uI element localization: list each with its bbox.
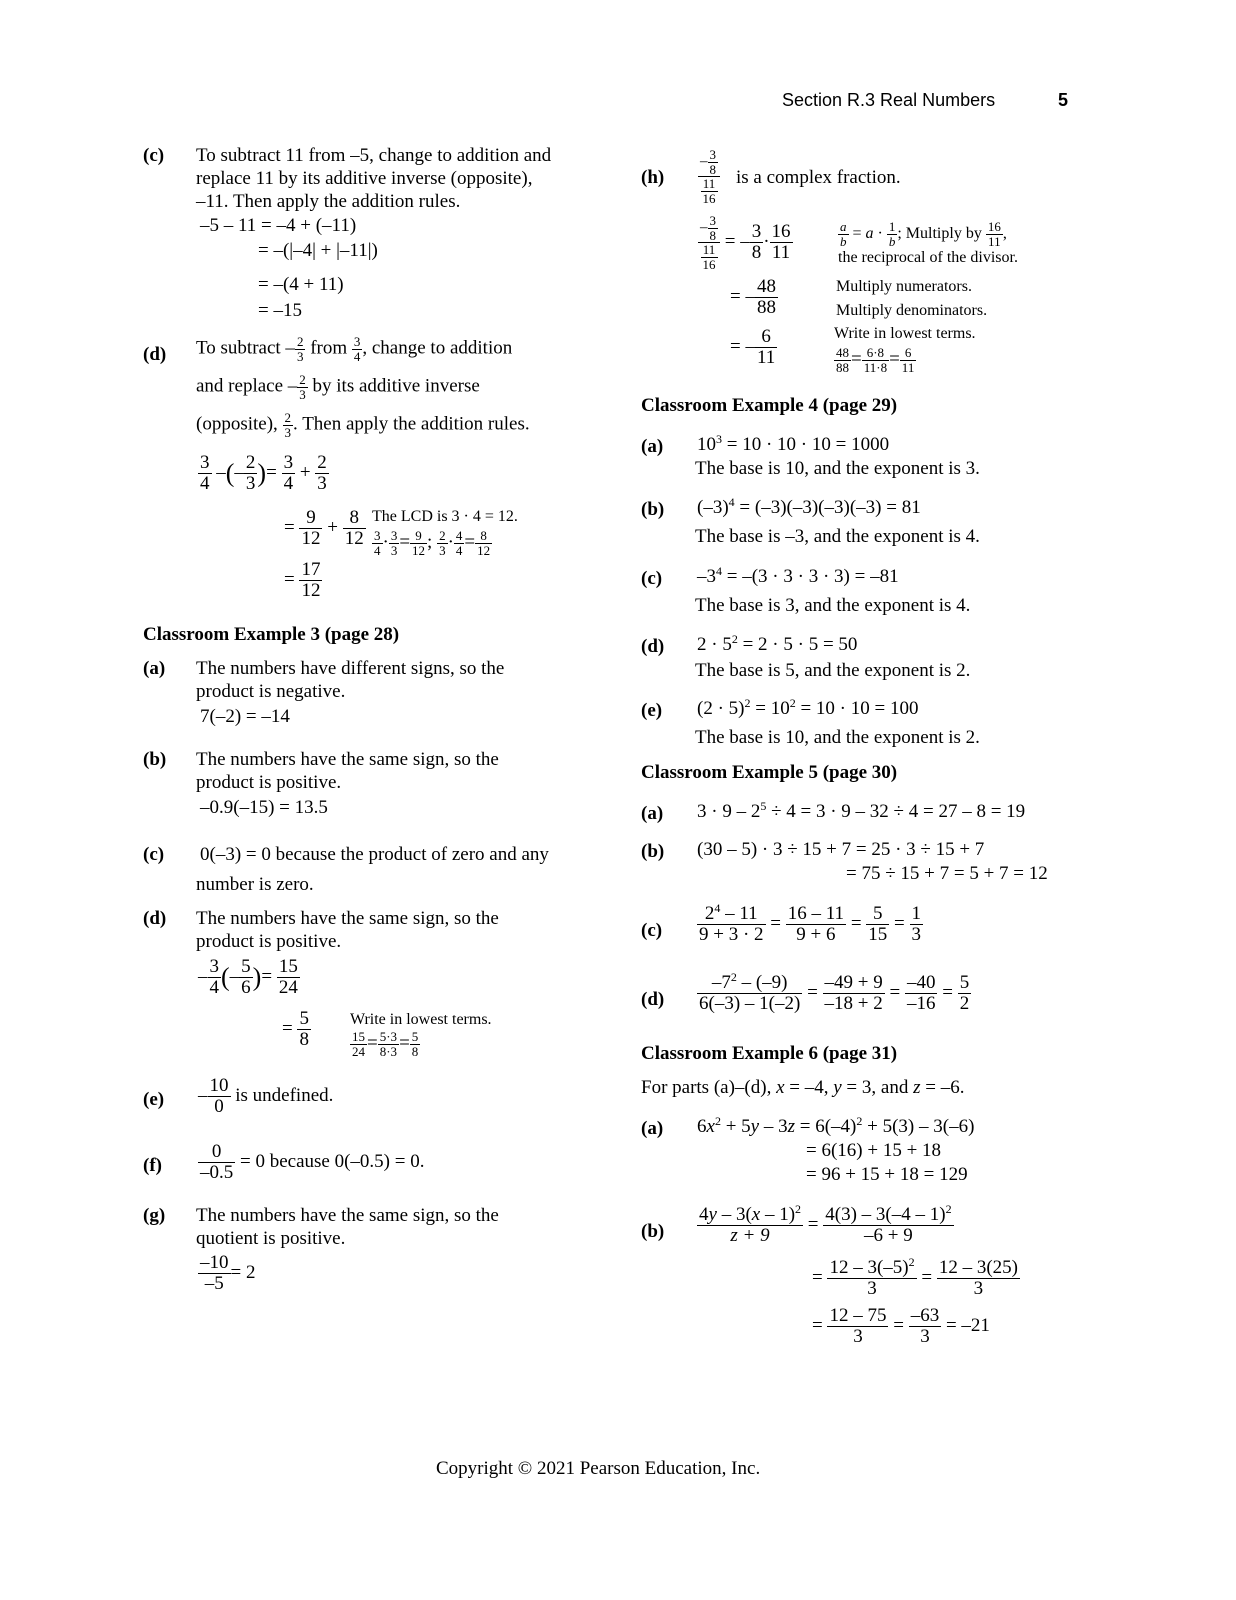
math-line [198, 1253, 255, 1294]
part-label-c: (c) [143, 145, 165, 166]
var: y [833, 1077, 842, 1098]
text-line: number is zero. [196, 874, 314, 895]
num: 2 [296, 334, 304, 349]
fraction [823, 973, 885, 1014]
math-line: $3 \cdot 9 - 2^5 \div 4 = 3 \cdot 9 - 32 \div 4 = 27 - 8 = 19$ [697, 799, 1026, 822]
den: 3 [245, 472, 256, 494]
fraction [295, 335, 306, 363]
math-line: $\frac{-7^2 - (-9)}{6(-3) - 1(-2)}$ = $\frac{-49 + 9}{-18 + 2}$ = $\frac{-40}{-16}$ = $\frac{5}{2}$ [699, 970, 970, 1014]
den: –5 [204, 1272, 224, 1294]
part-label-a: (a) [641, 1118, 664, 1139]
num: 5 [866, 904, 889, 925]
den: 11 [988, 233, 1001, 249]
text: is undefined. [235, 1084, 334, 1106]
fraction [297, 373, 308, 401]
math-line: = $\frac{5}{8}$ [282, 1008, 309, 1050]
fraction [827, 1255, 916, 1299]
den: 12 [301, 527, 321, 549]
part-label-c: (c) [143, 844, 165, 865]
math-line: –0.9(–15) = 13.5 [200, 797, 328, 818]
fraction [786, 904, 846, 945]
math-line: $6x^2 + 5y - 3z = 6(-4)^2 + 5(3) - 3(-6)$ [697, 1114, 975, 1137]
fraction [698, 148, 720, 206]
den: 2 [959, 992, 970, 1014]
fraction [198, 453, 212, 494]
num: –63 [910, 1305, 940, 1326]
part-label-c: (c) [641, 920, 663, 941]
num: 11 [701, 243, 718, 258]
heading-example-5: Classroom Example 5 (page 30) [641, 762, 898, 783]
den: 8 [709, 227, 716, 243]
fraction [299, 560, 322, 601]
fraction [750, 222, 764, 263]
note-text: Multiply numerators. [836, 278, 972, 295]
den: 9 + 6 [796, 923, 836, 945]
den: 12 [344, 527, 364, 549]
den: 3 [973, 1277, 984, 1299]
text-line: The base is 5, and the exponent is 2. [695, 660, 971, 681]
fraction [755, 277, 778, 318]
num: –49 + 9 [824, 972, 883, 993]
num: 48 [756, 276, 776, 297]
note-lowest-terms: Write in lowest terms. [350, 1011, 492, 1028]
math-line: = $\frac{17}{12}$ [284, 559, 321, 601]
den: 3 [317, 472, 327, 494]
num: 12 – 3(25) [938, 1257, 1018, 1278]
fraction [208, 1076, 231, 1117]
part-label-a: (a) [143, 658, 166, 679]
math-line: $10^3 = 10 \cdot 10 \cdot 10 = 1000$ [697, 432, 890, 455]
fraction [909, 1306, 942, 1347]
den: 11·8 [863, 359, 888, 375]
num: 12 – 75 [829, 1305, 887, 1326]
fraction [755, 327, 777, 368]
var: x [776, 1077, 785, 1098]
num: 48 [836, 345, 849, 360]
math-line: = – $\frac{6}{11}$ [730, 326, 776, 368]
fraction [283, 411, 294, 439]
fraction [352, 335, 363, 363]
fraction [770, 222, 793, 263]
num: 2 [439, 528, 446, 543]
num: 1 [911, 903, 921, 924]
math-line: = –(4 + 11) [258, 274, 344, 295]
text: , [1002, 224, 1007, 242]
den: –18 + 2 [824, 992, 883, 1014]
num: 5·3 [379, 1029, 398, 1044]
running-header: Section R.3 Real Numbers [782, 90, 996, 110]
part-label-d: (d) [143, 344, 167, 365]
fraction [905, 973, 938, 1014]
den: 3 [284, 424, 292, 440]
fraction [239, 957, 253, 998]
num: 3 [209, 956, 219, 977]
fraction [299, 508, 322, 549]
den: 6(–3) – 1(–2) [699, 992, 801, 1014]
fraction [698, 214, 720, 272]
den: –6 + 9 [864, 1224, 913, 1246]
part-label-a: (a) [641, 803, 664, 824]
fraction [410, 1030, 421, 1058]
heading-example-3: Classroom Example 3 (page 28) [143, 624, 400, 645]
num: 11 [701, 177, 718, 192]
complex-fraction [698, 148, 720, 206]
den: 3 [439, 542, 446, 558]
den: z + 9 [730, 1224, 770, 1246]
den: 4 [283, 472, 294, 494]
den: 24 [352, 1043, 365, 1059]
math-line: = –(|–4| + |–11|) [258, 240, 378, 261]
text-line: The base is 10, and the exponent is 3. [695, 458, 980, 479]
den: 9 + 3 · 2 [699, 923, 764, 945]
part-label-c: (c) [641, 568, 663, 589]
part-label-g: (g) [143, 1205, 166, 1226]
fraction [708, 214, 719, 242]
note-math: $\frac{48}{88}$ = $\frac{6\cdot 8}{11\cdot 8}$ = $\frac{6}{11}$ [836, 345, 915, 375]
text: by its additive inverse [312, 375, 480, 397]
text-line [196, 335, 512, 363]
part-label-d: (d) [143, 908, 167, 929]
den: 0 [214, 1095, 224, 1117]
fraction [887, 220, 898, 248]
num: –40 [906, 972, 936, 993]
fraction [910, 904, 924, 945]
den: 3 [920, 1325, 930, 1347]
part-label-e: (e) [143, 1089, 165, 1110]
fraction [827, 1306, 888, 1347]
num: 8 [475, 529, 492, 544]
den: 8 [709, 161, 716, 177]
note-lcd: The LCD is 3 · 4 = 12. [372, 508, 518, 525]
den: 4 [455, 542, 463, 558]
fraction [834, 346, 851, 374]
var: a [865, 224, 874, 242]
den: 3 [867, 1277, 877, 1299]
den: 6 [241, 976, 251, 998]
num: a [840, 219, 847, 234]
part-label-b: (b) [641, 1221, 665, 1242]
num: 15 [352, 1029, 365, 1044]
math-line: – $\frac{3}{4}$ (– $\frac{5}{6}$ )= $\frac{15}{24}$ [198, 956, 298, 998]
num: 1 [888, 219, 896, 234]
text-line: 0(–3) = 0 because the product of zero and any [200, 844, 549, 865]
fraction [862, 346, 889, 374]
text: = 0 because 0(–0.5) = 0. [240, 1150, 425, 1172]
math-line: $2 \cdot 5^2 = 2 \cdot 5 \cdot 5 = 50$ [697, 632, 858, 655]
den: 12 [301, 579, 321, 601]
fraction [372, 529, 383, 557]
fraction [378, 1030, 399, 1058]
note-text: Multiply denominators. [836, 302, 988, 319]
text: = 2 [230, 1261, 256, 1283]
math-line: = $\frac{9}{12}$ + $\frac{8}{12}$ [284, 507, 364, 549]
text-line: The base is 10, and the exponent is 2. [695, 727, 980, 748]
part-label-f: (f) [143, 1155, 162, 1176]
den: 3 [911, 923, 921, 945]
fraction [937, 1258, 1020, 1299]
den: 8 [299, 1028, 309, 1050]
text-line: The numbers have the same sign, so the [196, 908, 499, 929]
num: 6 [900, 346, 917, 361]
fraction [708, 148, 719, 176]
num: 4y – 3(x – 1)$^2$ [699, 1202, 802, 1225]
num: 3 [283, 452, 294, 473]
fraction [900, 346, 917, 374]
den: 4 [353, 348, 361, 364]
text-line [196, 373, 480, 401]
num: 2 [284, 410, 292, 425]
fraction [958, 973, 972, 1014]
note-math: $\frac{15}{24}$ = $\frac{5\cdot 3}{8\cdot 3}$ = $\frac{5}{8}$ [352, 1029, 419, 1059]
part-label-b: (b) [143, 749, 167, 770]
fraction [697, 901, 766, 945]
math-line: $\frac{3}{4}$ –(– $\frac{2}{3}$ )= $\frac{3}{4}$ + $\frac{2}{3}$ [200, 452, 327, 494]
text-line: quotient is positive. [196, 1228, 346, 1249]
fraction [866, 904, 889, 945]
math-line: $\frac{4y - 3(x - 1)^2}{z + 9}$ = $\frac{4(3) - 3(-4 - 1)^2}{-6 + 9}$ [699, 1202, 952, 1246]
num: 5 [299, 1008, 309, 1029]
text-line [196, 411, 530, 439]
footer-copyright: Copyright © 2021 Pearson Education, Inc. [436, 1458, 761, 1479]
num: 4(3) – 3(–4 – 1)$^2$ [825, 1202, 952, 1225]
fraction [475, 529, 492, 557]
den: 12 [477, 542, 491, 558]
den [698, 177, 720, 205]
note-math: $\frac{3}{4}$ · $\frac{3}{3}$ = $\frac{9}{12}$ ; $\frac{2}{3}$ · $\frac{4}{4}$ = $\frac{8}{12}$ [374, 528, 491, 558]
heading-example-6: Classroom Example 6 (page 31) [641, 1043, 898, 1064]
fraction [244, 453, 258, 494]
den: 16 [702, 256, 716, 272]
text: from [310, 337, 348, 359]
num: 16 [987, 219, 1001, 234]
fraction [697, 970, 802, 1014]
num: 2 [299, 372, 306, 387]
num: 5 [411, 1029, 419, 1044]
den: 15 [868, 923, 888, 945]
den: 3 [296, 348, 304, 364]
part-label-d: (d) [641, 989, 665, 1010]
den: 8 [751, 242, 762, 264]
part-label-e: (e) [641, 700, 663, 721]
math-line: – $\frac{3}{8}$ $\frac{11}{16}$ = – $\frac{3}{8}$ · $\frac{16}{11}$ [700, 213, 791, 272]
var: z [913, 1077, 921, 1098]
text: = –21 [945, 1314, 990, 1336]
num: 8 [343, 508, 366, 529]
fraction [410, 529, 427, 557]
heading-example-4: Classroom Example 4 (page 29) [641, 395, 898, 416]
text: (opposite), [196, 413, 278, 435]
text: and replace – [196, 375, 298, 397]
math-line: = –15 [258, 300, 302, 321]
den: 4 [200, 472, 210, 494]
num: 16 [771, 221, 791, 243]
fraction [389, 529, 400, 557]
num: 6 [755, 327, 777, 348]
text-line: product is positive. [196, 931, 342, 952]
math-line: = 6(16) + 15 + 18 [806, 1140, 942, 1161]
num: –10 [200, 1252, 229, 1273]
num: 4 [455, 528, 463, 543]
den: 8 [411, 1043, 419, 1059]
den: –16 [906, 992, 936, 1014]
math-line: 7(–2) = –14 [200, 706, 290, 727]
math-line: = – $\frac{48}{88}$ [730, 276, 776, 318]
text: = 2 · 5 · 5 = 50 [742, 634, 858, 655]
den: b [840, 233, 847, 249]
fraction [701, 243, 718, 271]
text-line: The numbers have the same sign, so the [196, 1205, 499, 1226]
math-line: = 96 + 15 + 18 = 129 [806, 1164, 968, 1185]
den: 3 [299, 386, 306, 402]
num: 5 [241, 956, 251, 977]
math-line: $(2 \cdot 5)^2 = 10^2 = 10 \cdot 10 = 100$ [697, 696, 919, 719]
text: = –(3 · 3 · 3 · 3) = –81 [726, 566, 899, 587]
fraction [697, 1202, 803, 1246]
fraction [277, 957, 300, 998]
text-line: The numbers have different signs, so the [196, 658, 505, 679]
num: 6·8 [862, 346, 889, 361]
text-line: The base is 3, and the exponent is 4. [695, 595, 971, 616]
num: 3 [374, 528, 381, 543]
den: 3 [390, 542, 398, 558]
math-line: –5 – 11 = –4 + (–11) [200, 215, 357, 236]
text: ; Multiply by [897, 224, 982, 242]
part-label-d: (d) [641, 636, 665, 657]
math-line [198, 1142, 424, 1183]
text-line: To subtract 11 from –5, change to addition and [196, 145, 552, 166]
math-line: – $\frac{10}{0}$ is undefined. [198, 1075, 334, 1117]
den: 11 [901, 359, 915, 375]
fraction [315, 453, 329, 494]
den: b [888, 233, 896, 249]
den: 24 [278, 976, 298, 998]
den: 16 [702, 190, 716, 206]
num: 3 [751, 221, 762, 243]
num: $12 - 3(-5)^2$ [829, 1255, 915, 1278]
fraction [350, 1030, 367, 1058]
fraction [986, 220, 1003, 248]
text-line: For parts (a)–(d), x = –4, y = 3, and z = –6. [641, 1077, 965, 1098]
num: 2 [245, 452, 256, 473]
num: 9 [410, 529, 427, 544]
part-label-b: (b) [641, 841, 665, 862]
text: . Then apply the addition rules. [293, 413, 530, 435]
num: 0 [198, 1142, 235, 1163]
note-text: Write in lowest terms. [834, 325, 976, 342]
math-line: $\frac{2^4 - 11}{9 + 3 \cdot 2}$ = $\frac{16 - 11}{9 + 6}$ = $\frac{5}{15}$ = $\frac{1}{3}$ [699, 901, 921, 945]
note-text: the reciprocal of the divisor. [838, 249, 1018, 266]
den: 3 [853, 1325, 863, 1347]
num: $-7^2 - (-9)$ [697, 973, 802, 994]
den: –0.5 [200, 1161, 234, 1183]
text-line: replace 11 by its additive inverse (opposite), [196, 168, 533, 189]
den: 88 [756, 296, 776, 318]
math-line: = $\frac{12 - 75}{3}$ = $\frac{-63}{3}$ = –21 [812, 1305, 990, 1347]
num: – $\frac{3}{8}$ [698, 148, 720, 177]
part-label-h: (h) [641, 167, 665, 188]
num: 10 [209, 1075, 229, 1096]
num: 2 [317, 452, 327, 473]
fraction [282, 453, 296, 494]
math-line: (30 – 5) · 3 ÷ 15 + 7 = 25 · 3 ÷ 15 + 7 [697, 839, 985, 860]
text-line: –11. Then apply the addition rules. [196, 191, 461, 212]
text: = (–3)(–3)(–3)(–3) = 81 [739, 497, 921, 518]
text: ÷ 4 = 3 · 9 – 32 ÷ 4 = 27 – 8 = 19 [771, 801, 1026, 822]
part-label-b: (b) [641, 499, 665, 520]
note-reciprocal: $\frac{a}{b}$ = a · $\frac{1}{b}$ ; Multiply by $\frac{16}{11}$ , [840, 219, 1007, 249]
num: 3 [709, 147, 716, 162]
text: For parts (a)–(d), [641, 1077, 772, 1098]
fraction [343, 508, 366, 549]
num: 15 [278, 956, 298, 977]
num: 3 [709, 213, 716, 228]
text: = 10 · 10 · 10 = 1000 [726, 434, 890, 455]
den: 12 [412, 542, 426, 558]
fraction [701, 177, 718, 205]
text: = 10 · 10 = 100 [800, 698, 919, 719]
num: 9 [299, 508, 322, 529]
fraction [198, 1253, 231, 1294]
math-line: $(-3)^4 = (-3)(-3)(-3)(-3) = 81$ [697, 495, 921, 518]
den: 88 [836, 359, 849, 375]
num: 3 [390, 528, 398, 543]
fraction [838, 220, 849, 248]
den: 4 [209, 976, 219, 998]
den: 8·3 [379, 1043, 398, 1059]
fraction [198, 1142, 235, 1183]
text-line: product is negative. [196, 681, 346, 702]
text: , change to addition [362, 337, 513, 359]
num: 17 [301, 559, 321, 580]
text-line: is a complex fraction. [736, 167, 901, 188]
math-line: = $\frac{12 - 3(-5)^2}{3}$ = $\frac{12 - 3(25)}{3}$ [812, 1255, 1018, 1299]
text-line: The numbers have the same sign, so the [196, 749, 499, 770]
page-number: 5 [1058, 90, 1069, 110]
den: 4 [374, 542, 381, 558]
den [698, 243, 720, 271]
num: 5 [959, 972, 970, 993]
part-label-a: (a) [641, 436, 664, 457]
math-line: $-3^4 = -(3 \cdot 3 \cdot 3 \cdot 3) = -81$ [697, 564, 899, 587]
math-line: = 75 ÷ 15 + 7 = 5 + 7 = 12 [846, 863, 1048, 884]
text-line: The base is –3, and the exponent is 4. [695, 526, 980, 547]
fraction [208, 957, 222, 998]
fraction [454, 529, 465, 557]
num: 16 – 11 [787, 903, 845, 924]
num: 3 [200, 452, 210, 473]
den: 11 [756, 346, 776, 368]
num: – $\frac{3}{8}$ [698, 214, 720, 243]
den: 11 [771, 242, 791, 264]
fraction [437, 529, 448, 557]
text: To subtract – [196, 337, 295, 359]
text-line: product is positive. [196, 772, 342, 793]
num: $2^4 - 11$ [697, 904, 766, 925]
fraction [297, 1009, 311, 1050]
num: 3 [353, 334, 361, 349]
